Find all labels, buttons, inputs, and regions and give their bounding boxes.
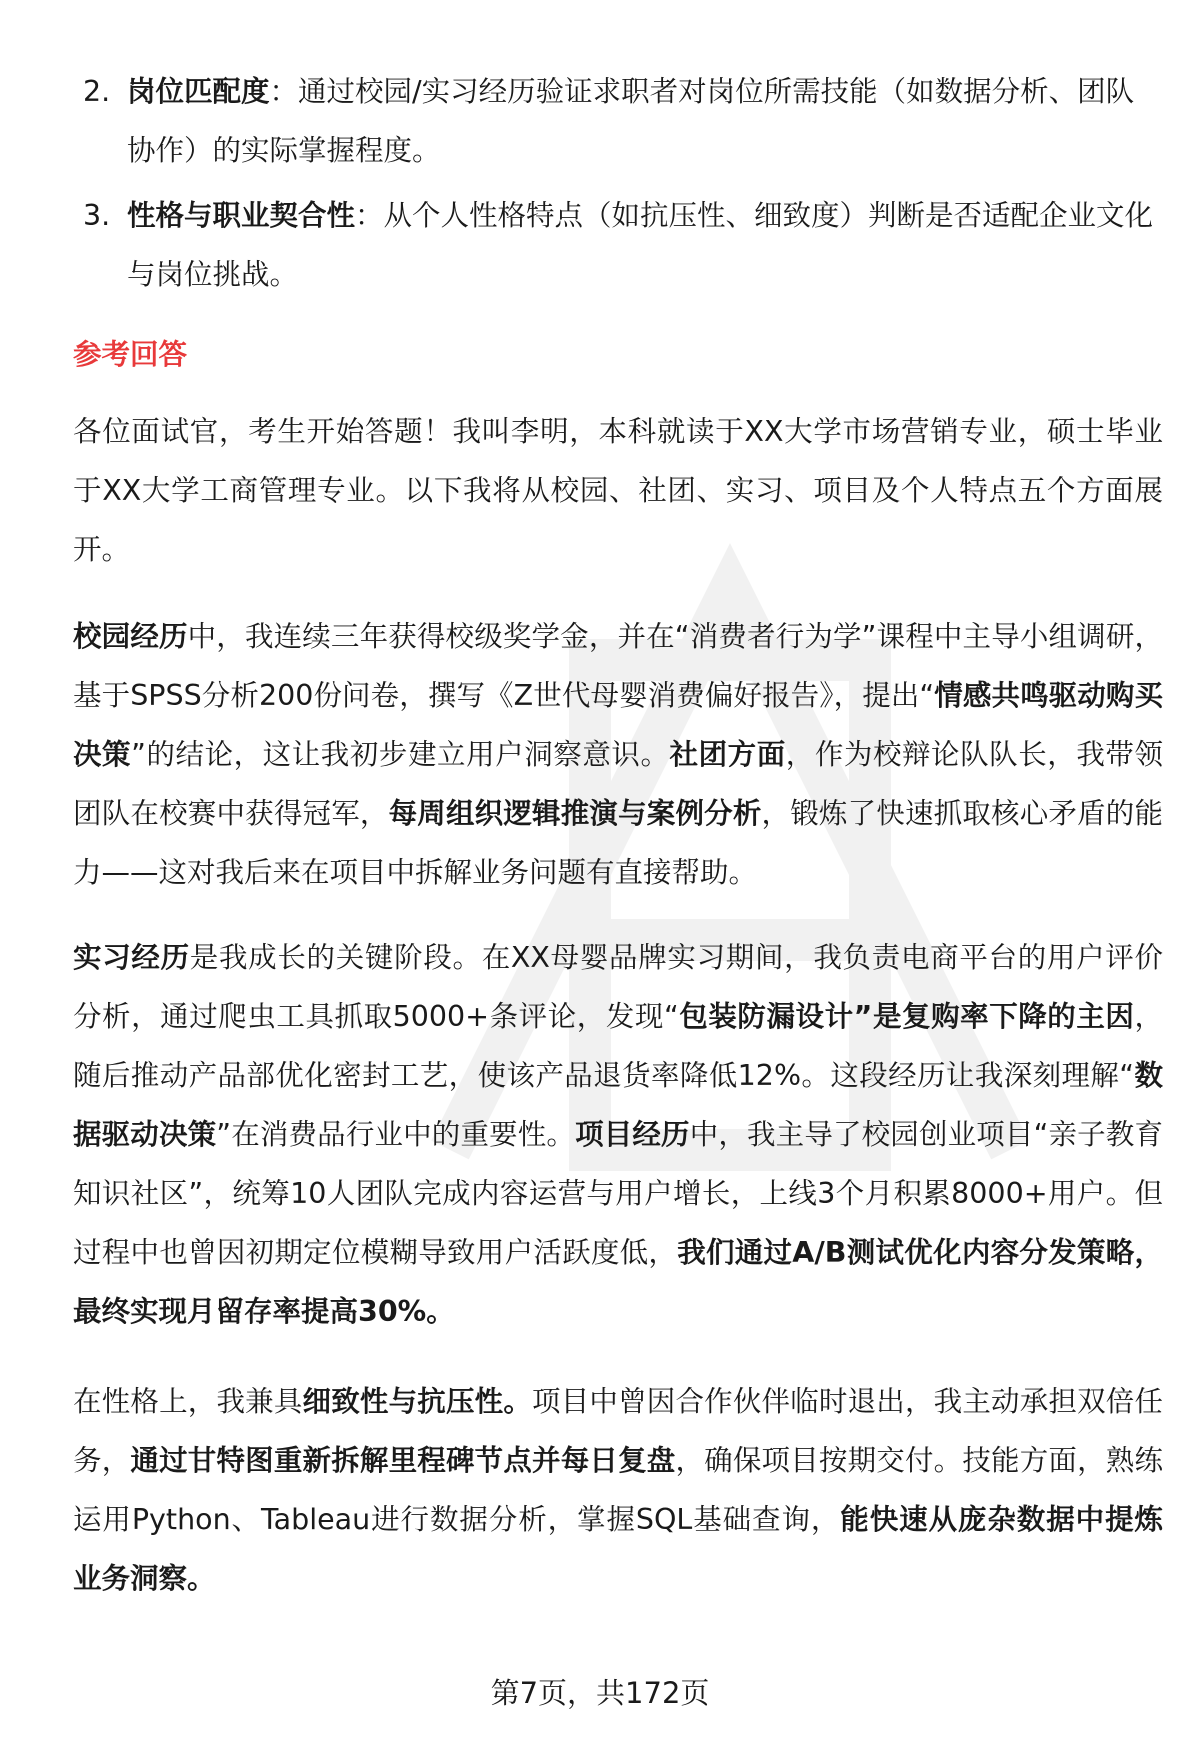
bold-text-segment: 项目经历 <box>575 1118 690 1151</box>
bold-text-segment: 校园经历 <box>73 620 188 653</box>
list-item-text: ：从个人性格特点（如抗压性、细致度）判断是否适配企业文化与岗位挑战。 <box>127 199 1154 291</box>
bold-text-segment: 数据驱动决策 <box>73 1059 1163 1151</box>
text-segment: ”的结论，这让我初步建立用户洞察意识。 <box>131 738 670 771</box>
text-segment: ，作为校辩论队队长，我带领团队在校赛中获得冠军， <box>73 738 1163 830</box>
text-segment: ，随后推动产品部优化密封工艺，使该产品退货率降低12%。这段经历让我深刻理解“ <box>73 1000 1163 1092</box>
bold-text-segment: 能快速从庞杂数据中提炼业务洞察。 <box>73 1503 1163 1595</box>
section-heading: 参考回答 <box>73 338 188 371</box>
list-item-title: 岗位匹配度 <box>127 75 270 108</box>
text-segment: ”在消费品行业中的重要性。 <box>216 1118 576 1151</box>
list-item <box>75 62 1155 180</box>
bold-text-segment: 细致性与抗压性。 <box>302 1385 533 1418</box>
text-segment: 在性格上，我兼具 <box>73 1385 303 1418</box>
text-segment: 中，我连续三年获得校级奖学金，并在“消费者行为学”课程中主导小组调研，基于SPSS分析200份问卷，撰写《Z世代母婴消费偏好报告》，提出“ <box>73 620 1163 712</box>
personality-paragraph <box>73 1372 1163 1608</box>
text-segment: 是我成长的关键阶段。在XX母婴品牌实习期间，我负责电商平台的用户评价分析，通过爬虫工具抓取5000+条评论，发现“ <box>73 941 1163 1033</box>
internship-paragraph <box>73 928 1163 1341</box>
bold-text-segment: 情感共鸣驱动购买决策 <box>73 679 1163 771</box>
page-footer: 第7页，共172页 <box>490 1676 710 1710</box>
list-item-number: 3. <box>83 199 111 232</box>
criteria-list <box>75 62 1155 304</box>
text-segment: 中，我主导了校园创业项目“亲子教育知识社区”，统筹10人团队完成内容运营与用户增长，上线3个月积累8000+用户。但过程中也曾因初期定位模糊导致用户活跃度低， <box>73 1118 1163 1269</box>
bold-text-segment: 社团方面 <box>669 738 786 771</box>
intro-paragraph: 各位面试官，考生开始答题！我叫李明，本科就读于XX大学市场营销专业，硕士毕业于XX大学工商管理专业。以下我将从校园、社团、实习、项目及个人特点五个方面展开。 <box>73 415 1163 566</box>
list-item-title: 性格与职业契合性 <box>127 199 356 232</box>
text-segment: 项目中曾因合作伙伴临时退出，我主动承担双倍任务， <box>73 1385 1163 1477</box>
text-segment: ，锻炼了快速抓取核心矛盾的能力——这对我后来在项目中拆解业务问题有直接帮助。 <box>73 797 1163 889</box>
campus-paragraph <box>73 607 1163 902</box>
bold-text-segment: 每周组织逻辑推演与案例分析 <box>388 797 762 830</box>
list-item-text: ：通过校园/实习经历验证求职者对岗位所需技能（如数据分析、团队协作）的实际掌握程度。 <box>127 75 1135 167</box>
list-item-number: 2. <box>83 75 111 108</box>
list-item <box>75 186 1155 304</box>
bold-text-segment: 通过甘特图重新拆解里程碑节点并每日复盘 <box>130 1444 676 1477</box>
bold-text-segment: 实习经历 <box>73 941 190 974</box>
bold-text-segment: 包装防漏设计”是复购率下降的主因 <box>678 1000 1135 1033</box>
bold-text-segment: 我们通过A/B测试优化内容分发策略，最终实现月留存率提高30%。 <box>73 1236 1163 1328</box>
text-segment: ，确保项目按期交付。技能方面，熟练运用Python、Tableau进行数据分析，掌握SQL基础查询， <box>73 1444 1163 1536</box>
